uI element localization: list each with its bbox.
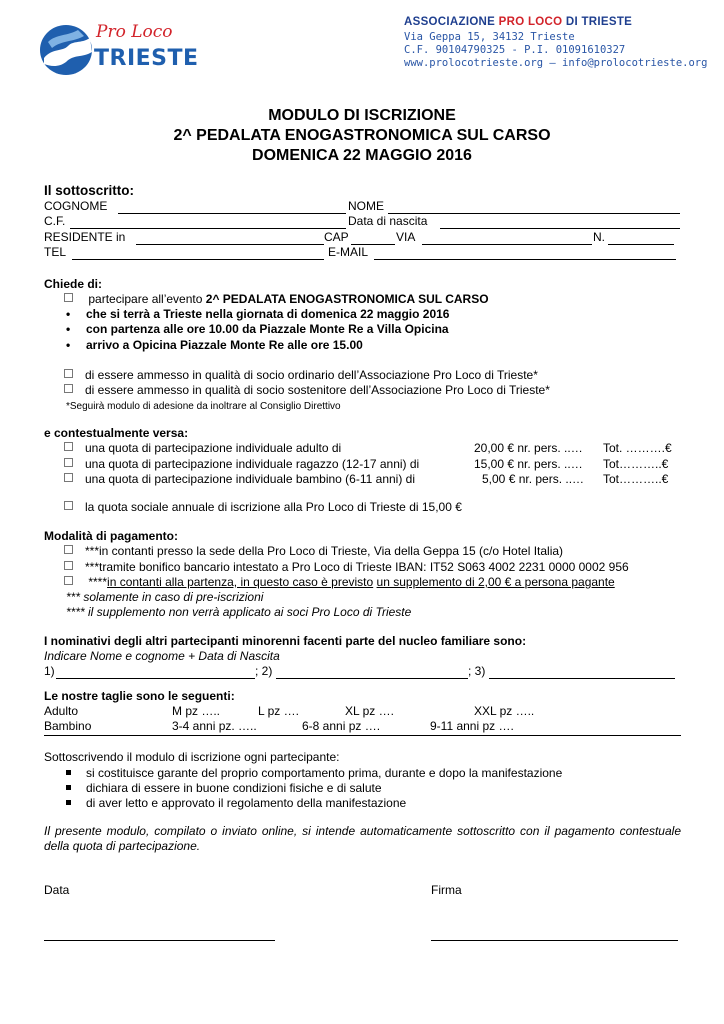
participate-checkbox[interactable] xyxy=(64,292,489,307)
teen-fee-price: 15,00 € nr. pers. ..… xyxy=(474,457,583,471)
cash-start-supplement: un supplemento di 2,00 € a persona pagante xyxy=(376,575,615,589)
teen-fee-total: Tot………..€ xyxy=(603,457,669,471)
tel-field[interactable] xyxy=(72,259,324,260)
minor-3-label: ; 3) xyxy=(468,664,486,678)
minors-heading: I nominativi degli altri partecipanti minorenni facenti parte del nucleo familiare sono: xyxy=(44,634,527,648)
residence-field[interactable] xyxy=(136,244,324,245)
declaration-intro: Sottoscrivendo il modulo di iscrizione ogni partecipante: xyxy=(44,750,340,764)
adult-size-xl[interactable]: XL pz …. xyxy=(345,704,394,718)
adult-size-xxl[interactable]: XXL pz ….. xyxy=(474,704,535,718)
birthdate-field[interactable] xyxy=(440,228,680,229)
teen-fee-checkbox[interactable]: una quota di partecipazione individuale ragazzo (12-17 anni) di xyxy=(64,457,419,472)
tel-label: TEL xyxy=(44,245,67,259)
signer-heading: Il sottoscritto: xyxy=(44,183,134,198)
adult-fee-checkbox[interactable]: una quota di partecipazione individuale adulto di xyxy=(64,441,341,456)
org-tax: C.F. 90104790325 - P.I. 01091610327 xyxy=(404,44,626,56)
declaration-item-1: si costituisce garante del proprio comportamento prima, durante e dopo la manifestazione xyxy=(66,766,562,781)
cash-office-checkbox[interactable]: ***in contanti presso la sede della Pro Loco di Trieste, Via della Geppa 15 (c/o Hotel Italia) xyxy=(64,544,563,559)
child-sizes-label: Bambino xyxy=(44,719,92,733)
supporting-member-checkbox[interactable]: di essere ammesso in qualità di socio sostenitore dell’Associazione Pro Loco di Trieste* xyxy=(64,383,550,398)
event-title: 2^ PEDALATA ENOGASTRONOMICA SUL CARSO xyxy=(173,127,551,144)
cash-start-stars: **** xyxy=(88,575,108,589)
preregistration-note: *** solamente in caso di pre-iscrizioni xyxy=(66,590,264,604)
via-label: VIA xyxy=(396,230,416,244)
minor-2-field[interactable] xyxy=(276,678,468,679)
sizes-divider xyxy=(44,735,681,736)
minor-1-label: 1) xyxy=(44,664,55,678)
ordinary-member-checkbox[interactable]: di essere ammesso in qualità di socio ordinario dell’Associazione Pro Loco di Trieste* xyxy=(64,368,538,383)
cf-field[interactable] xyxy=(70,228,346,229)
request-heading: Chiede di: xyxy=(44,277,103,291)
participate-event: 2^ PEDALATA ENOGASTRONOMICA SUL CARSO xyxy=(205,292,489,306)
cap-label: CAP xyxy=(324,230,349,244)
adult-fee-total: Tot. ……….€ xyxy=(603,441,672,455)
minors-hint: Indicare Nome e cognome + Data di Nascita xyxy=(44,649,280,663)
date-field[interactable] xyxy=(44,940,275,941)
email-field[interactable] xyxy=(374,259,676,260)
methods-heading: Modalità di pagamento: xyxy=(44,529,179,543)
declaration-item-2: dichiara di essere in buone condizioni fisiche e di salute xyxy=(66,781,382,796)
member-note: *Seguirà modulo di adesione da inoltrare al Consiglio Direttivo xyxy=(66,401,341,412)
nome-label: NOME xyxy=(348,199,384,213)
adult-size-m[interactable]: M pz ….. xyxy=(172,704,221,718)
minor-3-field[interactable] xyxy=(489,678,675,679)
cash-start-text: in contanti alla partenza, in questo caso è previsto xyxy=(107,575,374,589)
signature-label: Firma xyxy=(431,883,462,897)
declaration-item-3: di aver letto e approvato il regolamento della manifestazione xyxy=(66,796,406,811)
event-detail-1: • che si terrà a Trieste nella giornata di domenica 22 maggio 2016 xyxy=(66,307,449,322)
sizes-heading: Le nostre taglie sono le seguenti: xyxy=(44,689,235,703)
birthdate-label: Data di nascita xyxy=(348,214,428,228)
adult-sizes-label: Adulto xyxy=(44,704,79,718)
org-highlight: PRO LOCO xyxy=(498,16,563,28)
child-size-3-4[interactable]: 3-4 anni pz. ….. xyxy=(172,719,257,733)
child-size-6-8[interactable]: 6-8 anni pz …. xyxy=(302,719,381,733)
email-label: E-MAIL xyxy=(328,245,369,259)
residence-label: RESIDENTE in xyxy=(44,230,126,244)
cash-start-checkbox[interactable] xyxy=(64,575,615,590)
org-web[interactable]: www.prolocotrieste.org – info@prolocotrieste.org xyxy=(404,57,708,69)
adult-fee-price: 20,00 € nr. pers. ..… xyxy=(474,441,583,455)
cf-label: C.F. xyxy=(44,214,66,228)
participate-text: partecipare all’evento xyxy=(88,292,203,306)
logo-top-text: Pro Loco xyxy=(96,22,173,42)
adult-size-l[interactable]: L pz …. xyxy=(258,704,299,718)
org-suffix: DI TRIESTE xyxy=(565,16,633,28)
number-label: N. xyxy=(593,230,605,244)
number-field[interactable] xyxy=(608,244,674,245)
logo xyxy=(38,18,199,78)
event-date: DOMENICA 22 MAGGIO 2016 xyxy=(252,147,472,164)
org-prefix: ASSOCIAZIONE xyxy=(404,16,496,28)
logo-bottom-text: TRIESTE xyxy=(94,46,199,71)
annual-fee-checkbox[interactable]: la quota sociale annuale di iscrizione alla Pro Loco di Trieste di 15,00 € xyxy=(64,500,462,515)
nome-field[interactable] xyxy=(388,213,680,214)
form-title: MODULO DI ISCRIZIONE xyxy=(268,107,456,124)
child-size-9-11[interactable]: 9-11 anni pz …. xyxy=(430,719,514,733)
date-label: Data xyxy=(44,883,70,897)
signature-field[interactable] xyxy=(431,940,678,941)
payment-heading: e contestualmente versa: xyxy=(44,426,189,440)
event-detail-2: • con partenza alle ore 10.00 da Piazzale Monte Re a Villa Opicina xyxy=(66,322,449,337)
minor-1-field[interactable] xyxy=(56,678,255,679)
bank-transfer-checkbox[interactable]: ***tramite bonifico bancario intestato a Pro Loco di Trieste IBAN: IT52 S063 4002 2231 0000 0002 956 xyxy=(64,560,629,575)
org-name xyxy=(404,16,632,28)
child-fee-total: Tot………..€ xyxy=(603,472,669,486)
event-detail-3: • arrivo a Opicina Piazzale Monte Re alle ore 15.00 xyxy=(66,338,363,353)
supplement-note: **** il supplemento non verrà applicato ai soci Pro Loco di Trieste xyxy=(66,605,412,619)
cognome-field[interactable] xyxy=(118,213,346,214)
org-address: Via Geppa 15, 34132 Trieste xyxy=(404,31,575,43)
child-fee-price: 5,00 € nr. pers. ..… xyxy=(482,472,585,486)
via-field[interactable] xyxy=(422,244,592,245)
minor-2-label: ; 2) xyxy=(255,664,273,678)
child-fee-checkbox[interactable]: una quota di partecipazione individuale bambino (6-11 anni) di xyxy=(64,472,415,487)
declaration-note: Il presente modulo, compilato o inviato online, si intende automaticamente sottoscritto con il pagamento contestuale della quota di partecipazione. xyxy=(44,824,681,853)
cognome-label: COGNOME xyxy=(44,199,108,213)
